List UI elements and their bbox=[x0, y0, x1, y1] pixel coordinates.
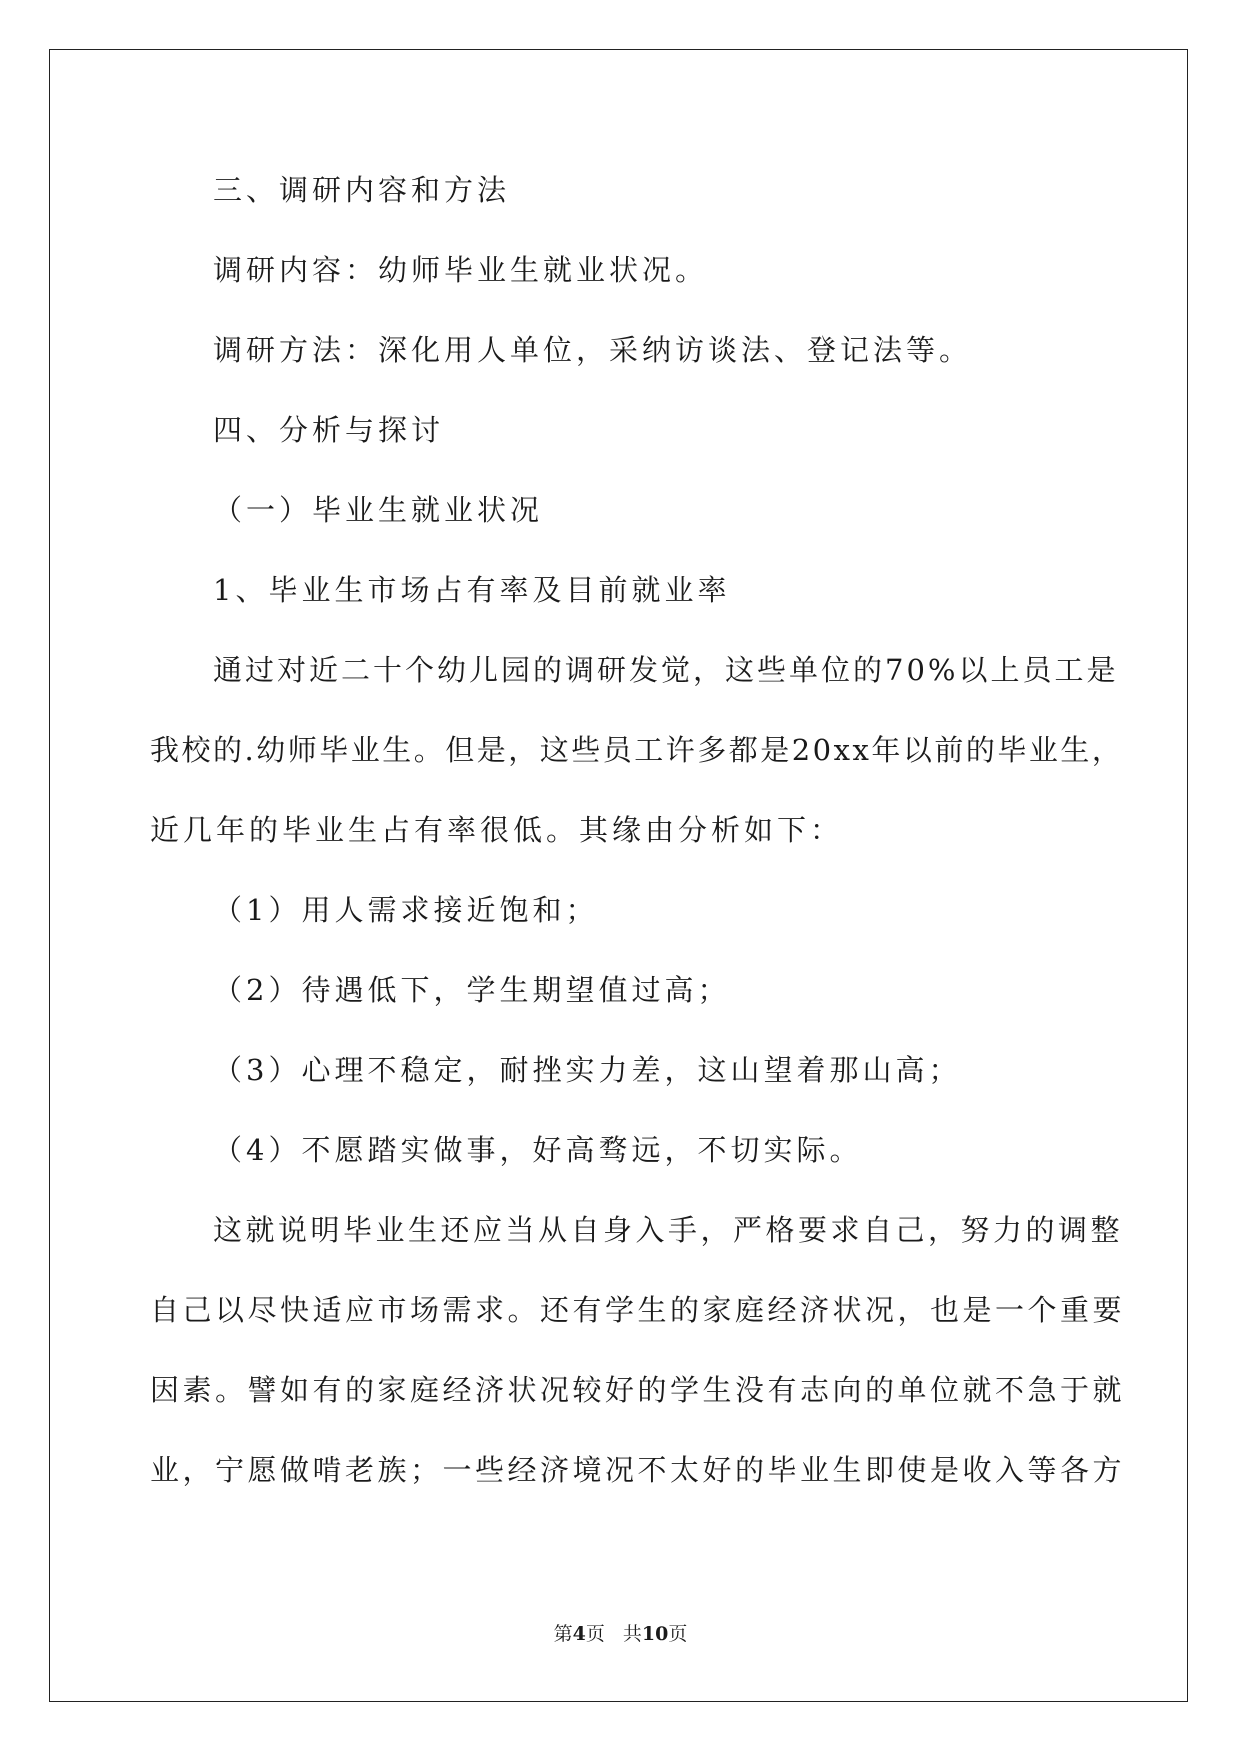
paragraph-line: 这就说明毕业生还应当从自身入手，严格要求自己，努力的调整 bbox=[213, 1213, 1124, 1247]
subsection-heading: 1、毕业生市场占有率及目前就业率 bbox=[213, 573, 731, 607]
section-heading-3: 三、调研内容和方法 bbox=[213, 173, 511, 207]
page-suffix: 页 bbox=[585, 1623, 605, 1645]
page-footer bbox=[0, 1622, 1241, 1646]
total-pages: 10 bbox=[641, 1623, 669, 1645]
paragraph-line: 调研内容：幼师毕业生就业状况。 bbox=[213, 253, 709, 287]
paragraph-line: 通过对近二十个幼儿园的调研发觉，这些单位的70%以上员工是 bbox=[213, 653, 1119, 687]
page-number: 4 bbox=[572, 1623, 586, 1645]
page-prefix: 第 bbox=[553, 1623, 573, 1645]
paragraph-line: 近几年的毕业生占有率很低。其缘由分析如下： bbox=[150, 813, 844, 847]
list-item: （2）待遇低下，学生期望值过高； bbox=[213, 973, 731, 1007]
subsection-heading: （一）毕业生就业状况 bbox=[213, 493, 544, 527]
paragraph-line: 自己以尽快适应市场需求。还有学生的家庭经济状况，也是一个重要 bbox=[150, 1293, 1126, 1327]
paragraph-line: 业，宁愿做啃老族；一些经济境况不太好的毕业生即使是收入等各方 bbox=[150, 1453, 1126, 1487]
list-item: （1）用人需求接近饱和； bbox=[213, 893, 599, 927]
list-item: （3）心理不稳定，耐挫实力差，这山望着那山高； bbox=[213, 1053, 962, 1087]
paragraph-line: 我校的.幼师毕业生。但是，这些员工许多都是20xx年以前的毕业生， bbox=[150, 733, 1124, 767]
total-prefix: 共 bbox=[622, 1623, 642, 1645]
paragraph-line: 因素。譬如有的家庭经济状况较好的学生没有志向的单位就不急于就 bbox=[150, 1373, 1126, 1407]
list-item: （4）不愿踏实做事，好高骛远，不切实际。 bbox=[213, 1133, 863, 1167]
section-heading-4: 四、分析与探讨 bbox=[213, 413, 445, 447]
total-suffix: 页 bbox=[668, 1623, 688, 1645]
paragraph-line: 调研方法：深化用人单位，采纳访谈法、登记法等。 bbox=[213, 333, 973, 367]
